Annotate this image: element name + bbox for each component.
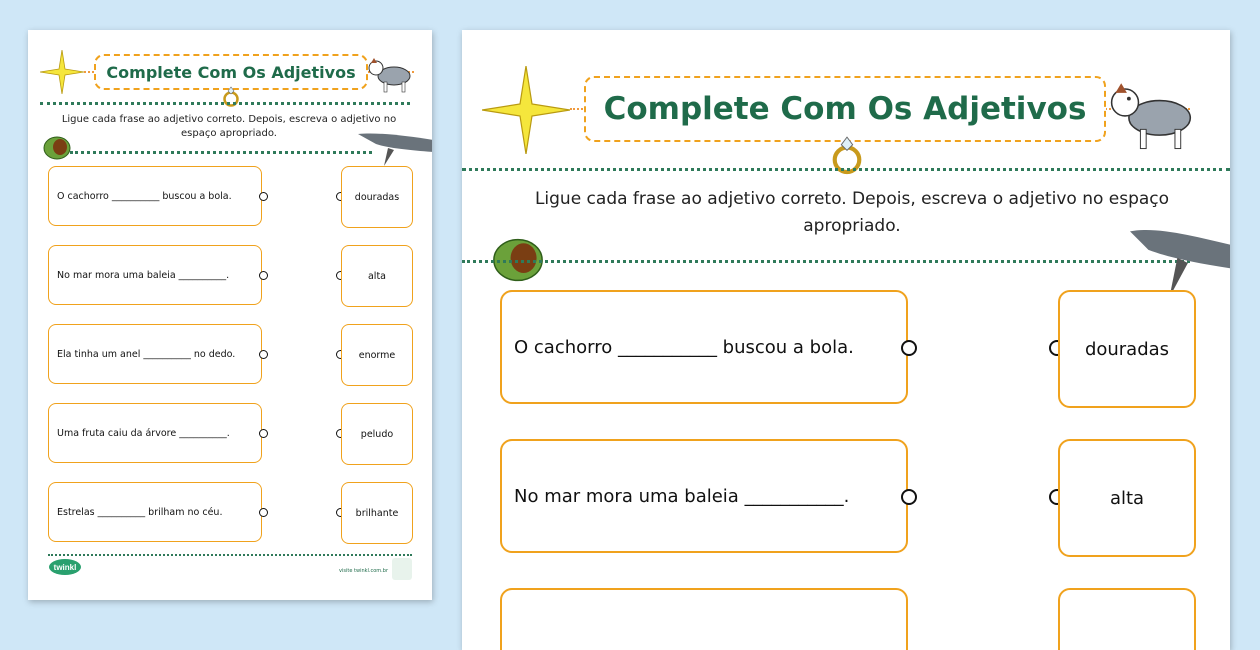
adjective-box[interactable]: douradas <box>341 166 413 228</box>
sentence-box[interactable]: O cachorro __________ buscou a bola. <box>48 166 262 226</box>
sentence-box[interactable]: Estrelas __________ brilham no céu. <box>48 482 262 542</box>
instructions-text: Ligue cada frase ao adjetivo correto. Depois, escreva o adjetivo no espaço apropriado. <box>534 189 1170 236</box>
sentence-box[interactable]: No mar mora uma baleia __________. <box>48 245 262 305</box>
sentence-box[interactable]: Ela tinha um anel __________ no dedo. <box>48 324 262 384</box>
worksheet-title: Complete Com Os Adjetivos <box>584 76 1106 142</box>
whale-icon <box>358 130 432 170</box>
connector-dot[interactable] <box>901 340 917 356</box>
connector-dot[interactable] <box>259 429 268 438</box>
connector-dot[interactable] <box>259 508 268 517</box>
star-icon <box>482 66 570 154</box>
worksheet-thumbnail <box>28 30 432 600</box>
connector-dot[interactable] <box>901 489 917 505</box>
sentence-box[interactable]: O cachorro ___________ buscou a bola. <box>500 290 908 404</box>
logo-text: twinkl <box>53 563 77 572</box>
connector-dot[interactable] <box>259 271 268 280</box>
worksheet-zoomed <box>462 30 1230 650</box>
footer-url: visite twinkl.com.br <box>339 568 388 574</box>
chestnut-icon <box>40 134 74 162</box>
adjective-box[interactable]: enorme <box>341 324 413 386</box>
adjective-box[interactable]: brilhante <box>341 482 413 544</box>
adjective-box[interactable]: alta <box>341 245 413 307</box>
adjective-box[interactable]: alta <box>1058 439 1196 557</box>
sentence-box[interactable]: No mar mora uma baleia ___________. <box>500 439 908 553</box>
worksheet-title: Complete Com Os Adjetivos <box>94 54 368 90</box>
connector-dot[interactable] <box>259 350 268 359</box>
adjective-box[interactable] <box>1058 588 1196 650</box>
twinkl-logo <box>48 558 82 580</box>
ring-icon <box>830 134 864 178</box>
adjective-box[interactable]: peludo <box>341 403 413 465</box>
dog-icon <box>364 54 414 94</box>
instructions-text: Ligue cada frase ao adjetivo correto. Depois, escreva o adjetivo no espaço apropriado. <box>61 114 397 139</box>
connector-dot[interactable] <box>259 192 268 201</box>
adjective-box[interactable]: douradas <box>1058 290 1196 408</box>
badge-icon <box>392 558 412 580</box>
dog-icon <box>1102 74 1198 154</box>
sentence-box[interactable]: Uma fruta caiu da árvore __________. <box>48 403 262 463</box>
star-icon <box>40 50 84 94</box>
sentence-box[interactable] <box>500 588 908 650</box>
